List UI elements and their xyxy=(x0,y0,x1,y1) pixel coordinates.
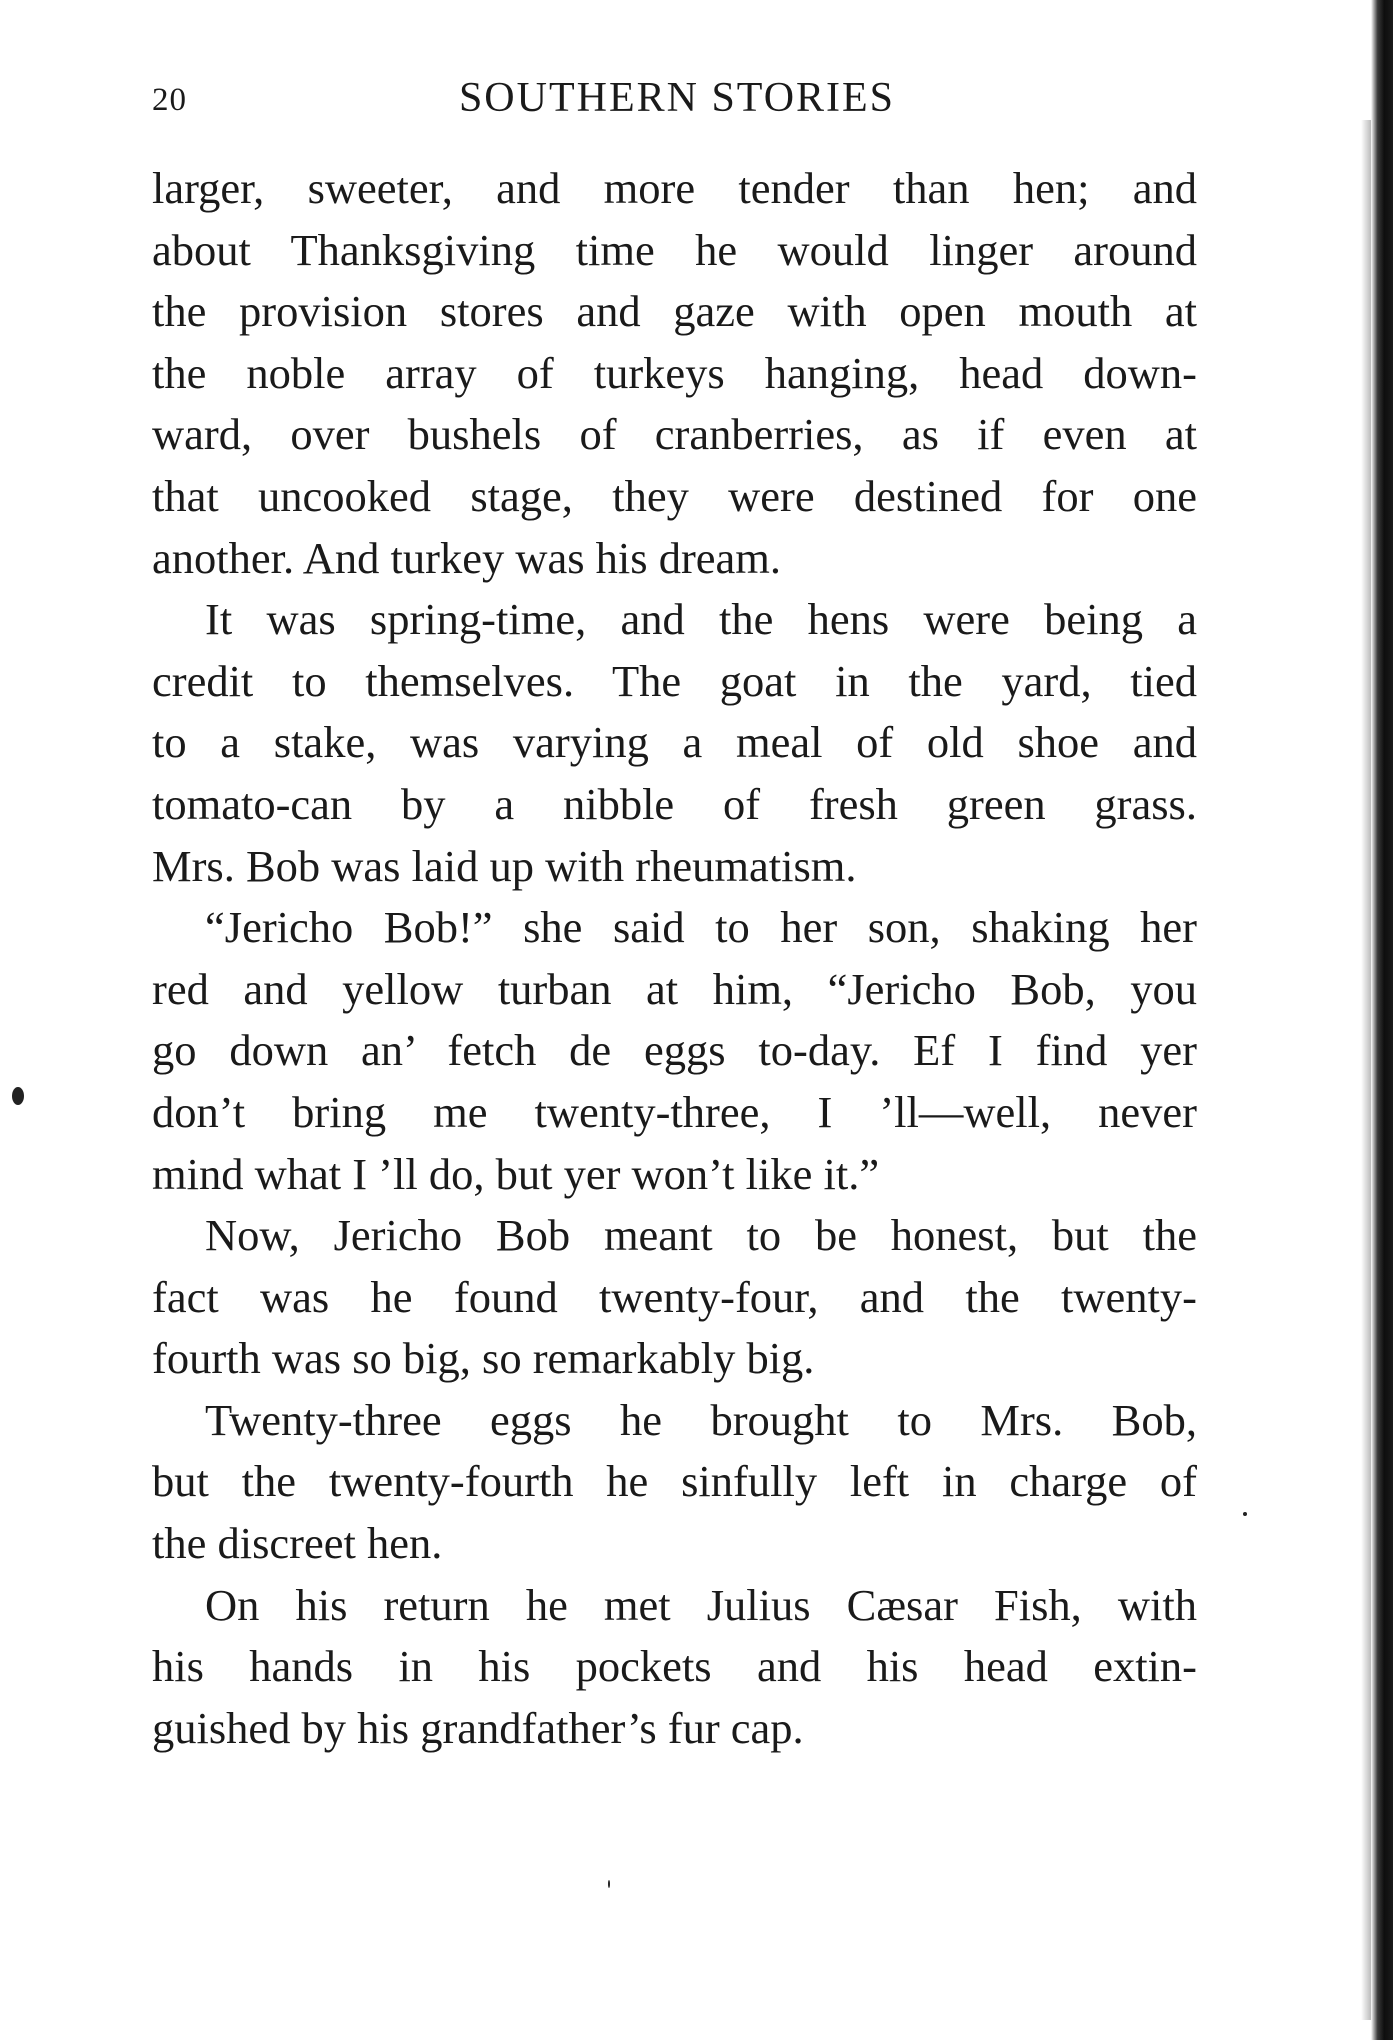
text-line: to a stake, was varying a meal of old shoe and xyxy=(152,717,1197,768)
paragraph xyxy=(152,1575,1197,1760)
text-line: Twenty-three eggs he brought to Mrs. Bob, xyxy=(205,1394,1197,1445)
body-text xyxy=(152,158,1197,1759)
binding-edge xyxy=(1371,0,1393,2040)
text-line: “Jericho Bob!” she said to her son, shaking her xyxy=(205,902,1197,953)
text-line: red and yellow turban at him, “Jericho Bob, you xyxy=(152,963,1197,1014)
text-line: fourth was so big, so remarkably big. xyxy=(152,1333,815,1384)
text-line: the provision stores and gaze with open mouth at xyxy=(152,286,1197,337)
text-line: another. And turkey was his dream. xyxy=(152,532,782,583)
paragraph xyxy=(152,158,1197,589)
text-line: larger, sweeter, and more tender than hen; and xyxy=(152,163,1197,213)
text-line: the noble array of turkeys hanging, head down- xyxy=(152,347,1197,398)
binding-shadow xyxy=(1361,120,1371,2020)
text-line: Mrs. Bob was laid up with rheumatism. xyxy=(152,840,857,891)
text-line: On his return he met Julius Cæsar Fish, with xyxy=(205,1579,1197,1630)
paragraph xyxy=(152,589,1197,897)
text-line: credit to themselves. The goat in the yard, tied xyxy=(152,655,1197,706)
paragraph xyxy=(152,1205,1197,1390)
text-line: don’t bring me twenty-three, I ’ll—well, never xyxy=(152,1086,1197,1137)
ink-speck xyxy=(12,1087,24,1105)
text-line: the discreet hen. xyxy=(152,1518,443,1569)
text-line: Now, Jericho Bob meant to be honest, but the xyxy=(205,1210,1197,1261)
paragraph xyxy=(152,1390,1197,1575)
text-line: about Thanksgiving time he would linger around xyxy=(152,224,1197,275)
text-line: It was spring-time, and the hens were being a xyxy=(205,594,1197,645)
text-line: go down an’ fetch de eggs to-day. Ef I find yer xyxy=(152,1025,1197,1076)
text-line: guished by his grandfather’s fur cap. xyxy=(152,1702,804,1753)
ink-speck xyxy=(1243,1512,1247,1516)
ink-speck xyxy=(608,1880,610,1888)
text-line: tomato-can by a nibble of fresh green grass. xyxy=(152,778,1197,829)
paragraph xyxy=(152,897,1197,1205)
text-line: ward, over bushels of cranberries, as if even at xyxy=(152,409,1197,460)
text-line: fact was he found twenty-four, and the twenty- xyxy=(152,1271,1197,1322)
page-number: 20 xyxy=(152,82,187,118)
text-line: but the twenty-fourth he sinfully left in charge of xyxy=(152,1456,1197,1507)
text-line: his hands in his pockets and his head extin- xyxy=(152,1641,1197,1692)
text-line: mind what I ’ll do, but yer won’t like it.” xyxy=(152,1148,880,1199)
page-header xyxy=(152,74,1197,134)
text-line: that uncooked stage, they were destined for one xyxy=(152,470,1197,521)
running-title: SOUTHERN STORIES xyxy=(458,75,896,121)
